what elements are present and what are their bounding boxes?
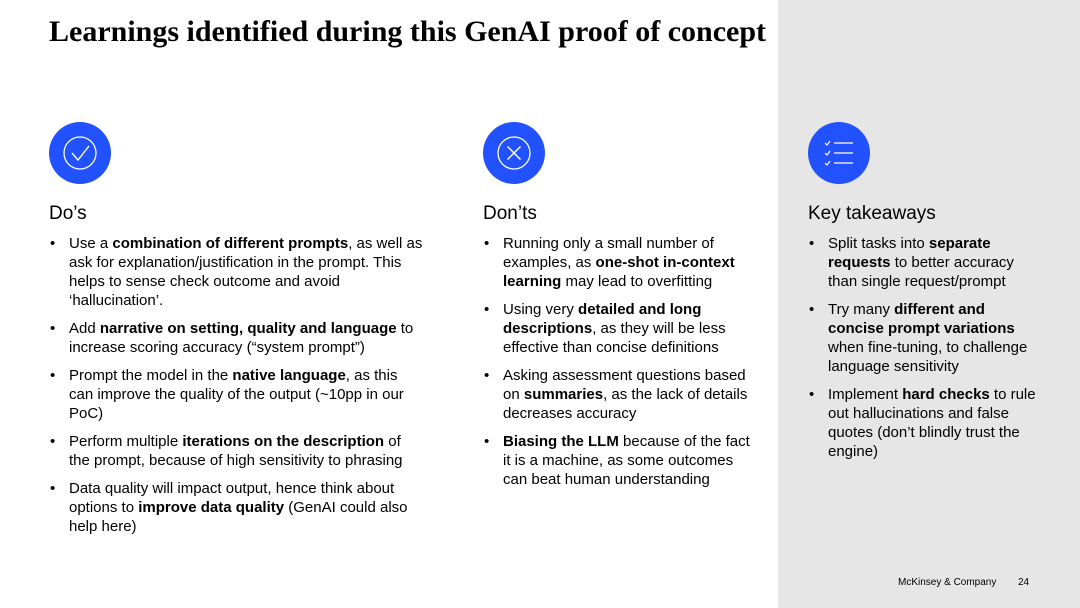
key-takeaways-heading: Key takeaways — [808, 203, 936, 224]
cross-icon — [483, 122, 545, 184]
bullet-item — [483, 234, 753, 291]
donts-column — [483, 122, 753, 488]
bullet-bold-text: native language — [232, 367, 346, 384]
bullet-bold-text: summaries — [523, 386, 604, 403]
bullet-item — [49, 479, 424, 536]
bullet-item — [808, 385, 1038, 461]
bullet-item — [483, 366, 753, 423]
bullet-text: , as well as ask for explanation/justification in the prompt. This helps to sense check outcome and avoid ‘hallucination’. — [69, 235, 423, 309]
page-title: Learnings identified during this GenAI proof of concept — [49, 15, 766, 48]
bullet-item — [49, 366, 424, 423]
donts-list — [483, 234, 753, 498]
bullet-bold-text: separate requests — [828, 235, 991, 271]
bullet-text: Prompt the model in the — [69, 367, 233, 384]
bullet-bold-text: improve data quality — [138, 499, 285, 516]
key-takeaways-column — [808, 122, 1038, 460]
page-number: 24 — [1018, 577, 1030, 588]
dos-list — [49, 234, 424, 545]
bullet-bold-text: different and concise prompt variations — [828, 301, 1015, 337]
bullet-item — [49, 234, 424, 310]
bullet-text: Perform multiple — [69, 433, 183, 450]
bullet-bold-text: Biasing the LLM — [503, 433, 619, 450]
bullet-bold-text: one-shot in-context learning — [503, 254, 735, 290]
donts-heading: Don’ts — [483, 203, 537, 224]
dos-column — [49, 122, 424, 535]
bullet-text: Data quality will impact output, hence think about options to — [69, 480, 395, 516]
bullet-text: of the prompt, because of high sensitivity to phrasing — [69, 433, 403, 469]
bullet-item — [483, 300, 753, 357]
bullet-text: , as the lack of details decreases accuracy — [503, 386, 748, 422]
bullet-text: when fine-tuning, to challenge language sensitivity — [828, 339, 1028, 375]
dos-heading: Do’s — [49, 203, 87, 224]
bullet-text: to rule out hallucinations and false quotes (don’t blindly trust the engine) — [828, 386, 1036, 460]
bullet-text: to increase scoring accuracy (“system prompt”) — [69, 320, 414, 356]
bullet-text: Add — [69, 320, 100, 337]
bullet-text: , as they will be less effective than concise definitions — [503, 320, 726, 356]
checkmark-icon — [49, 122, 111, 184]
bullet-item — [49, 319, 424, 357]
bullet-bold-text: hard checks — [902, 386, 990, 403]
footer-brand: McKinsey & Company — [898, 577, 997, 588]
checklist-icon — [808, 122, 870, 184]
bullet-text: to better accuracy than single request/prompt — [828, 254, 1014, 290]
bullet-text: , as this can improve the quality of the output (~10pp in our PoC) — [69, 367, 404, 422]
bullet-item — [808, 300, 1038, 376]
bullet-bold-text: combination of different prompts — [112, 235, 349, 252]
bullet-bold-text: iterations on the description — [182, 433, 385, 450]
bullet-text: Use a — [69, 235, 113, 252]
bullet-text: Running only a small number of examples, as — [503, 235, 714, 271]
bullet-text: Implement — [828, 386, 903, 403]
bullet-item — [808, 234, 1038, 291]
bullet-text: Try many — [828, 301, 895, 318]
bullet-text: Split tasks into — [828, 235, 929, 252]
key-takeaways-list — [808, 234, 1038, 470]
bullet-text: Asking assessment questions based on — [503, 367, 746, 403]
bullet-text: Using very — [503, 301, 579, 318]
bullet-bold-text: narrative on setting, quality and language — [99, 320, 397, 337]
bullet-item — [49, 432, 424, 470]
bullet-text: because of the fact it is a machine, as some outcomes can beat human understanding — [503, 433, 750, 488]
bullet-bold-text: detailed and long descriptions — [503, 301, 702, 337]
bullet-item — [483, 432, 753, 489]
bullet-text: (GenAI could also help here) — [69, 499, 408, 535]
bullet-text: may lead to overfitting — [561, 273, 713, 290]
